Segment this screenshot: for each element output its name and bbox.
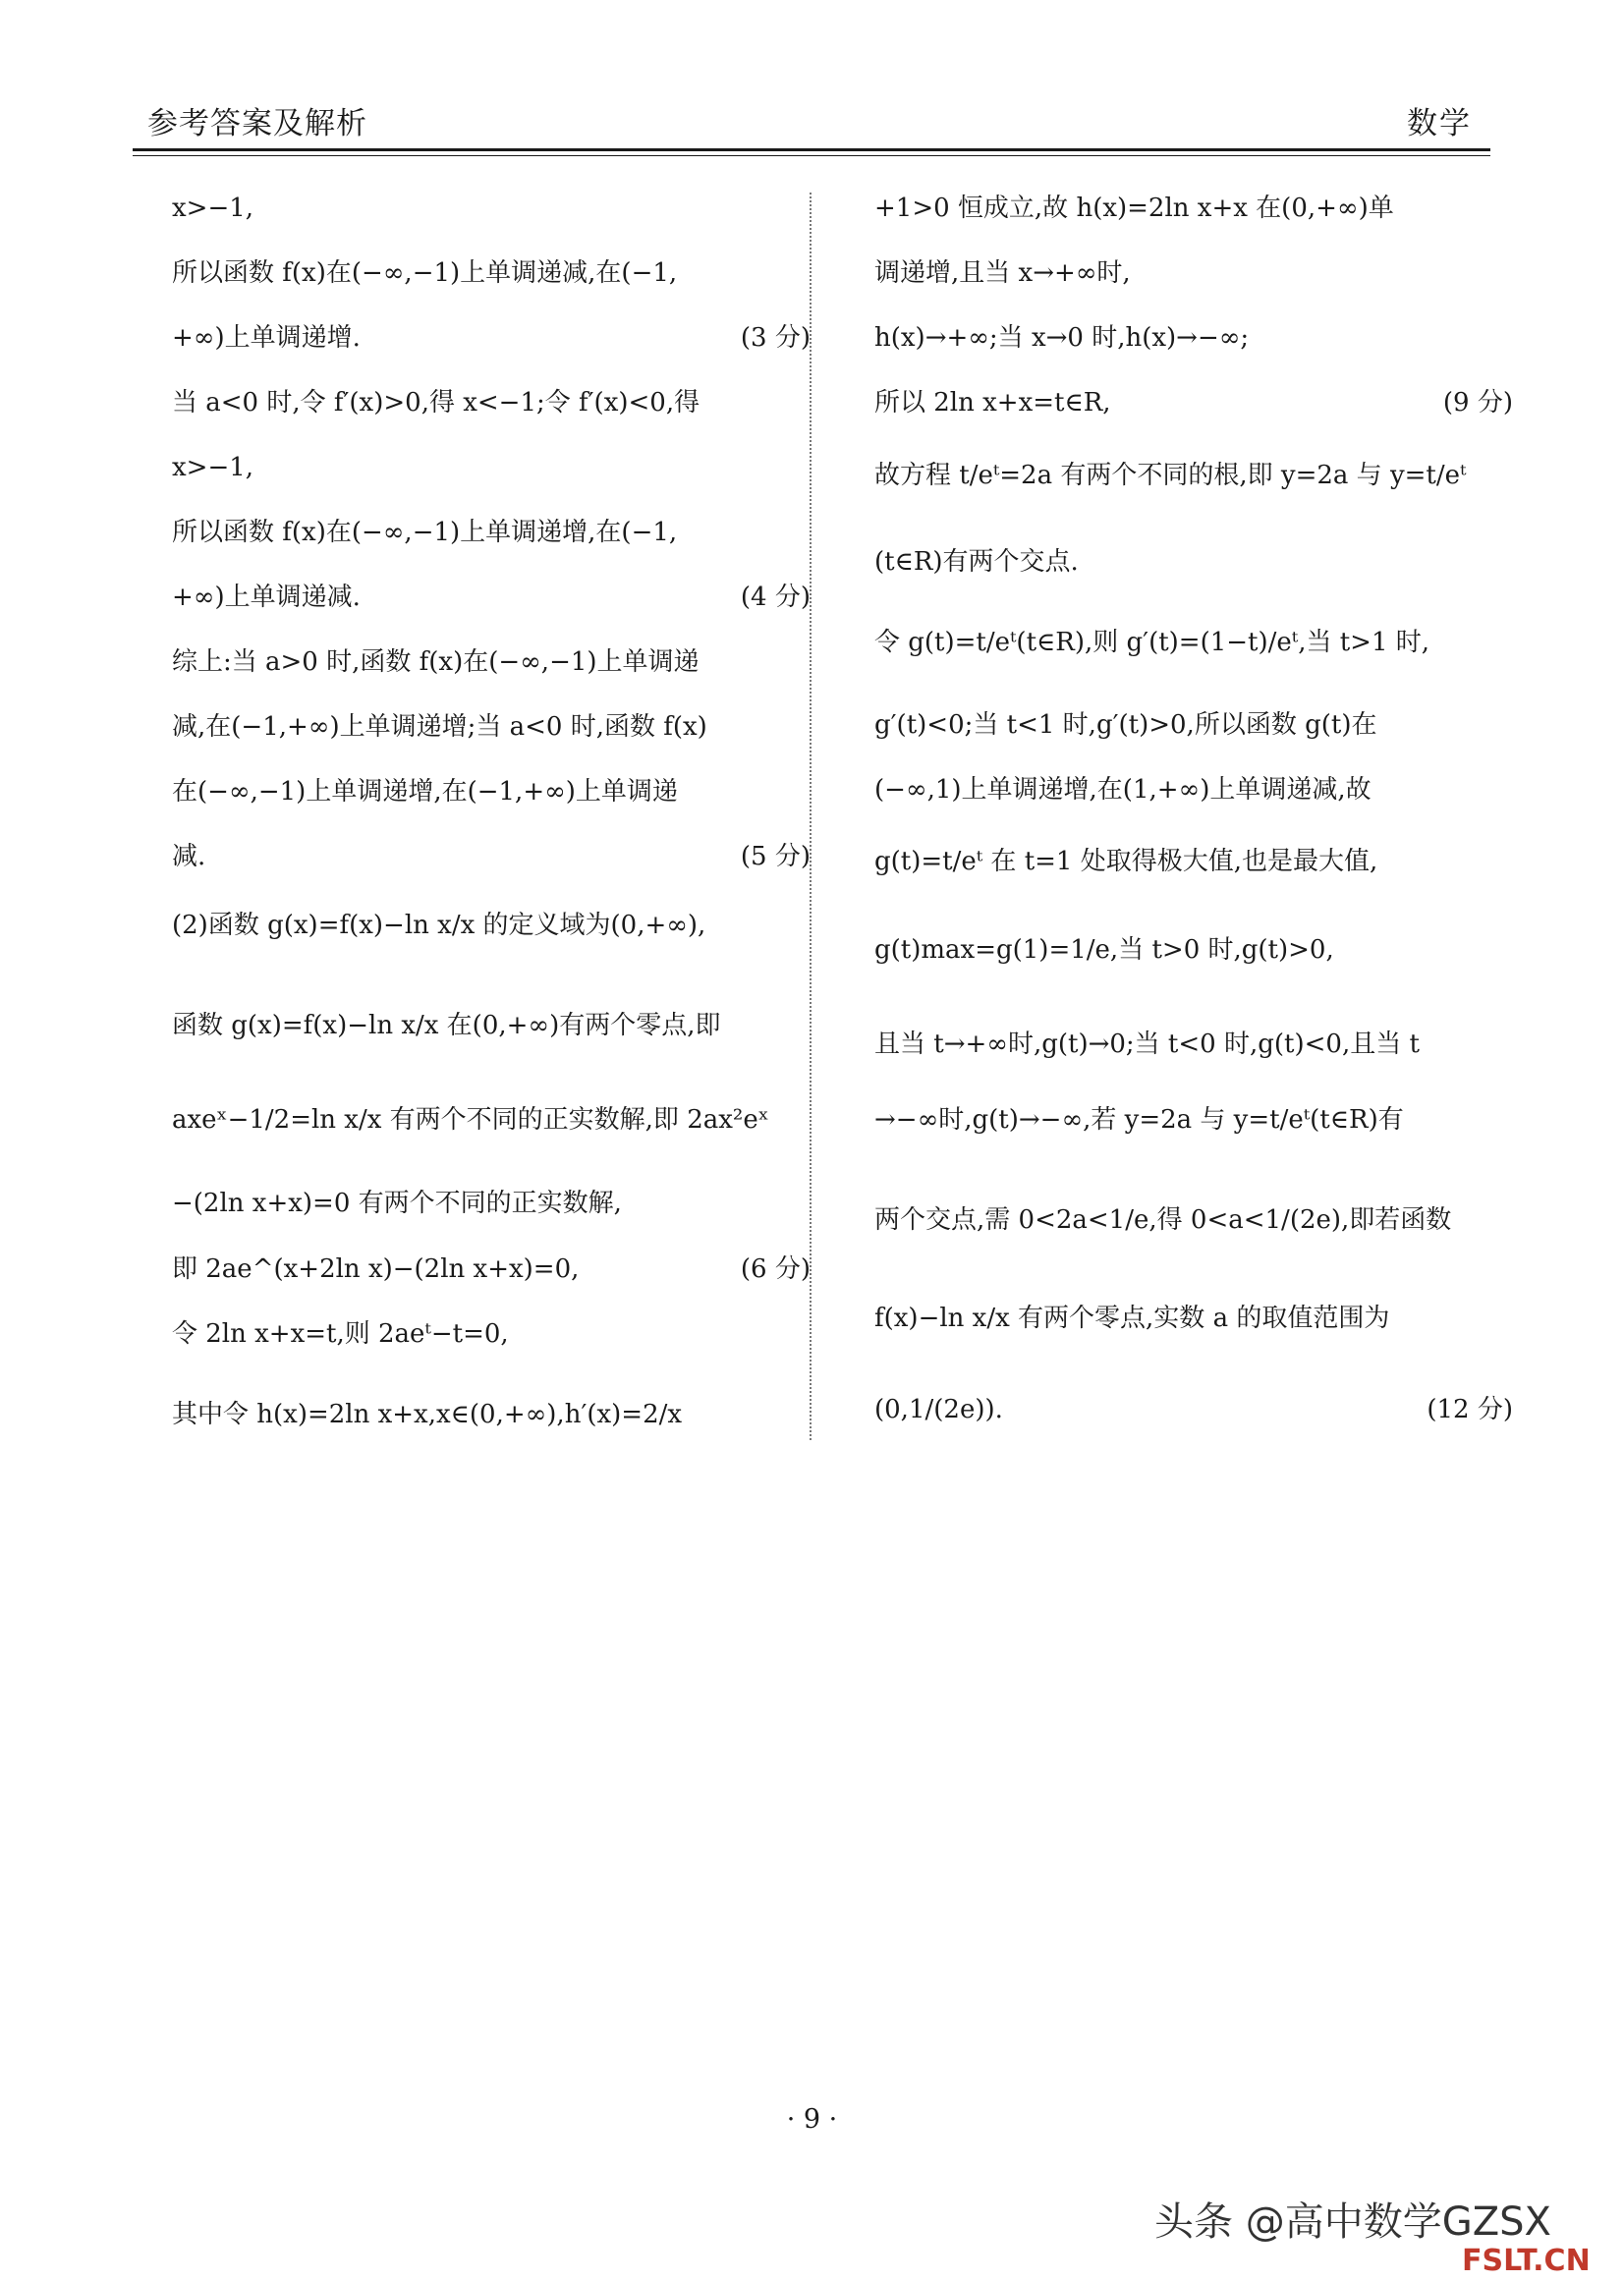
text-line: 在(−∞,−1)上单调递增,在(−1,+∞)上单调递 bbox=[172, 777, 678, 807]
text-line: 所以 2ln x+x=t∈R, bbox=[874, 388, 1111, 417]
page-header-subject: 数学 bbox=[1407, 106, 1472, 141]
page-header-title: 参考答案及解析 bbox=[147, 106, 367, 141]
score-mark: (3 分) bbox=[740, 323, 811, 353]
text-line: f(x)−ln x/x 有两个零点,实数 a 的取值范围为 bbox=[874, 1304, 1390, 1333]
watermark-text: 头条 @高中数学GZSX bbox=[1154, 2199, 1551, 2245]
text-line: h(x)→+∞;当 x→0 时,h(x)→−∞; bbox=[874, 323, 1250, 353]
text-line: g′(t)<0;当 t<1 时,g′(t)>0,所以函数 g(t)在 bbox=[874, 710, 1377, 740]
text-line: 其中令 h(x)=2ln x+x,x∈(0,+∞),h′(x)=2/x bbox=[172, 1400, 683, 1429]
text-line: 减. bbox=[172, 842, 206, 871]
text-line: +∞)上单调递增. bbox=[172, 323, 361, 353]
page-number: · 9 · bbox=[786, 2104, 838, 2135]
text-line: g(t)max=g(1)=1/e,当 t>0 时,g(t)>0, bbox=[874, 935, 1334, 965]
text-line: 所以函数 f(x)在(−∞,−1)上单调递减,在(−1, bbox=[172, 258, 678, 288]
text-line: (2)函数 g(x)=f(x)−ln x/x 的定义域为(0,+∞), bbox=[172, 911, 706, 940]
text-line: 令 2ln x+x=t,则 2aeᵗ−t=0, bbox=[172, 1319, 509, 1349]
text-line: 调递增,且当 x→+∞时, bbox=[874, 258, 1131, 288]
score-mark: (5 分) bbox=[740, 842, 811, 871]
watermark-site: FSLT.CN bbox=[1462, 2244, 1591, 2278]
text-line: 综上:当 a>0 时,函数 f(x)在(−∞,−1)上单调递 bbox=[172, 647, 700, 677]
text-line: −(2ln x+x)=0 有两个不同的正实数解, bbox=[172, 1189, 622, 1218]
text-line: g(t)=t/eᵗ 在 t=1 处取得极大值,也是最大值, bbox=[874, 847, 1378, 876]
text-line: x>−1, bbox=[172, 194, 254, 223]
text-line: 即 2ae^(x+2ln x)−(2ln x+x)=0, bbox=[172, 1254, 580, 1284]
text-line: 故方程 t/eᵗ=2a 有两个不同的根,即 y=2a 与 y=t/eᵗ bbox=[874, 461, 1467, 490]
text-line: +∞)上单调递减. bbox=[172, 583, 361, 612]
text-line: x>−1, bbox=[172, 453, 254, 482]
text-line: axeˣ−1/2=ln x/x 有两个不同的正实数解,即 2ax²eˣ bbox=[172, 1105, 769, 1135]
text-line: 减,在(−1,+∞)上单调递增;当 a<0 时,函数 f(x) bbox=[172, 712, 707, 742]
text-line: +1>0 恒成立,故 h(x)=2ln x+x 在(0,+∞)单 bbox=[874, 194, 1394, 223]
score-mark: (12 分) bbox=[1427, 1395, 1513, 1424]
score-mark: (9 分) bbox=[1442, 388, 1513, 417]
score-mark: (6 分) bbox=[740, 1254, 811, 1284]
text-line: 函数 g(x)=f(x)−ln x/x 在(0,+∞)有两个零点,即 bbox=[172, 1011, 721, 1040]
right-column bbox=[874, 0, 1513, 1454]
text-line: 两个交点,需 0<2a<1/e,得 0<a<1/(2e),即若函数 bbox=[874, 1205, 1452, 1235]
left-column bbox=[172, 0, 811, 1454]
text-line: 且当 t→+∞时,g(t)→0;当 t<0 时,g(t)<0,且当 t bbox=[874, 1030, 1420, 1059]
score-mark: (4 分) bbox=[740, 583, 811, 612]
text-line: (−∞,1)上单调递增,在(1,+∞)上单调递减,故 bbox=[874, 775, 1372, 805]
text-line: 令 g(t)=t/eᵗ(t∈R),则 g′(t)=(1−t)/eᵗ,当 t>1 时, bbox=[874, 628, 1430, 657]
text-line: 当 a<0 时,令 f′(x)>0,得 x<−1;令 f′(x)<0,得 bbox=[172, 388, 700, 417]
text-line: (0,1/(2e)). bbox=[874, 1395, 1003, 1424]
text-line: →−∞时,g(t)→−∞,若 y=2a 与 y=t/eᵗ(t∈R)有 bbox=[874, 1105, 1404, 1135]
text-line: 所以函数 f(x)在(−∞,−1)上单调递增,在(−1, bbox=[172, 518, 678, 547]
text-line: (t∈R)有两个交点. bbox=[874, 547, 1079, 577]
